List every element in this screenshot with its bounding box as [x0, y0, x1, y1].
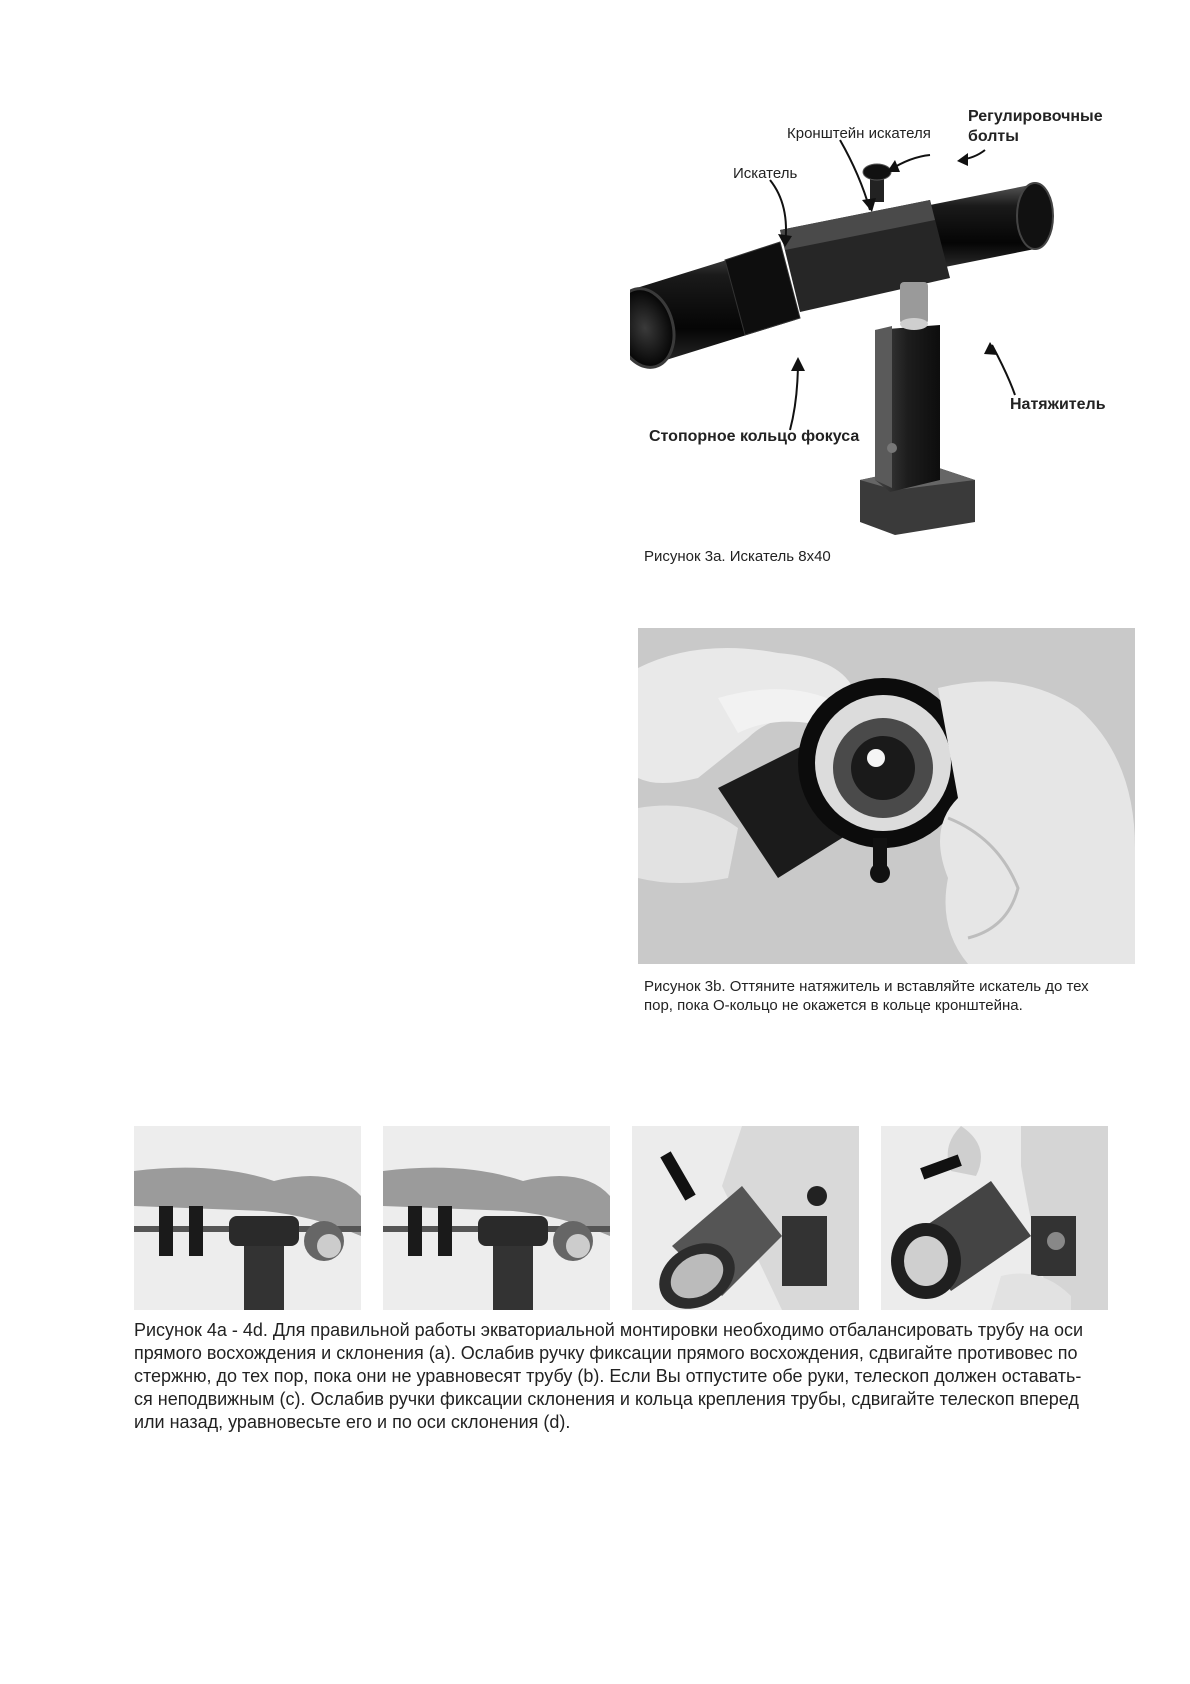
finder-insertion-photo — [638, 628, 1135, 964]
caption-figure-4-line3: стержню, до тех пор, пока они не уравновесят трубу (b). Если Вы отпустите обе руки, телескоп должен оставать- — [134, 1366, 1082, 1386]
caption-figure-4-line1: Рисунок 4a - 4d. Для правильной работы экваториальной монтировки необходимо отбалансировать трубу на оси — [134, 1320, 1084, 1340]
caption-figure-4-line4: ся неподвижным (c). Ослабив ручки фиксации склонения и кольца крепления трубы, сдвигайте телескоп вперед — [134, 1389, 1079, 1409]
caption-figure-3a: Рисунок 3a. Искатель 8x40 — [644, 548, 831, 565]
label-adjust-bolts-line1: Регулировочные — [968, 108, 1103, 125]
caption-figure-4-line5: или назад, уравновесьте его и по оси склонения (d). — [134, 1412, 571, 1432]
label-focus-ring: Стопорное кольцо фокуса — [649, 428, 860, 445]
caption-figure-4-line2: прямого восхождения и склонения (a). Ослабив ручку фиксации прямого восхождения, сдвигайте противовес по — [134, 1343, 1078, 1363]
label-finder: Искатель — [733, 165, 798, 182]
annotation-arrows-3a — [0, 0, 1190, 700]
balance-photo-4c — [632, 1126, 859, 1310]
caption-figure-3b-line2: пор, пока О-кольцо не окажется в кольце кронштейна. — [644, 997, 1023, 1014]
balance-photo-4b — [383, 1126, 610, 1310]
label-bracket: Кронштейн искателя — [787, 125, 931, 142]
balance-photo-4a — [134, 1126, 361, 1310]
label-tensioner: Натяжитель — [1010, 396, 1106, 413]
caption-figure-3b-line1: Рисунок 3b. Оттяните натяжитель и вставляйте искатель до тех — [644, 978, 1089, 995]
balance-photo-4d — [881, 1126, 1108, 1310]
label-adjust-bolts-line2: болты — [968, 128, 1019, 145]
